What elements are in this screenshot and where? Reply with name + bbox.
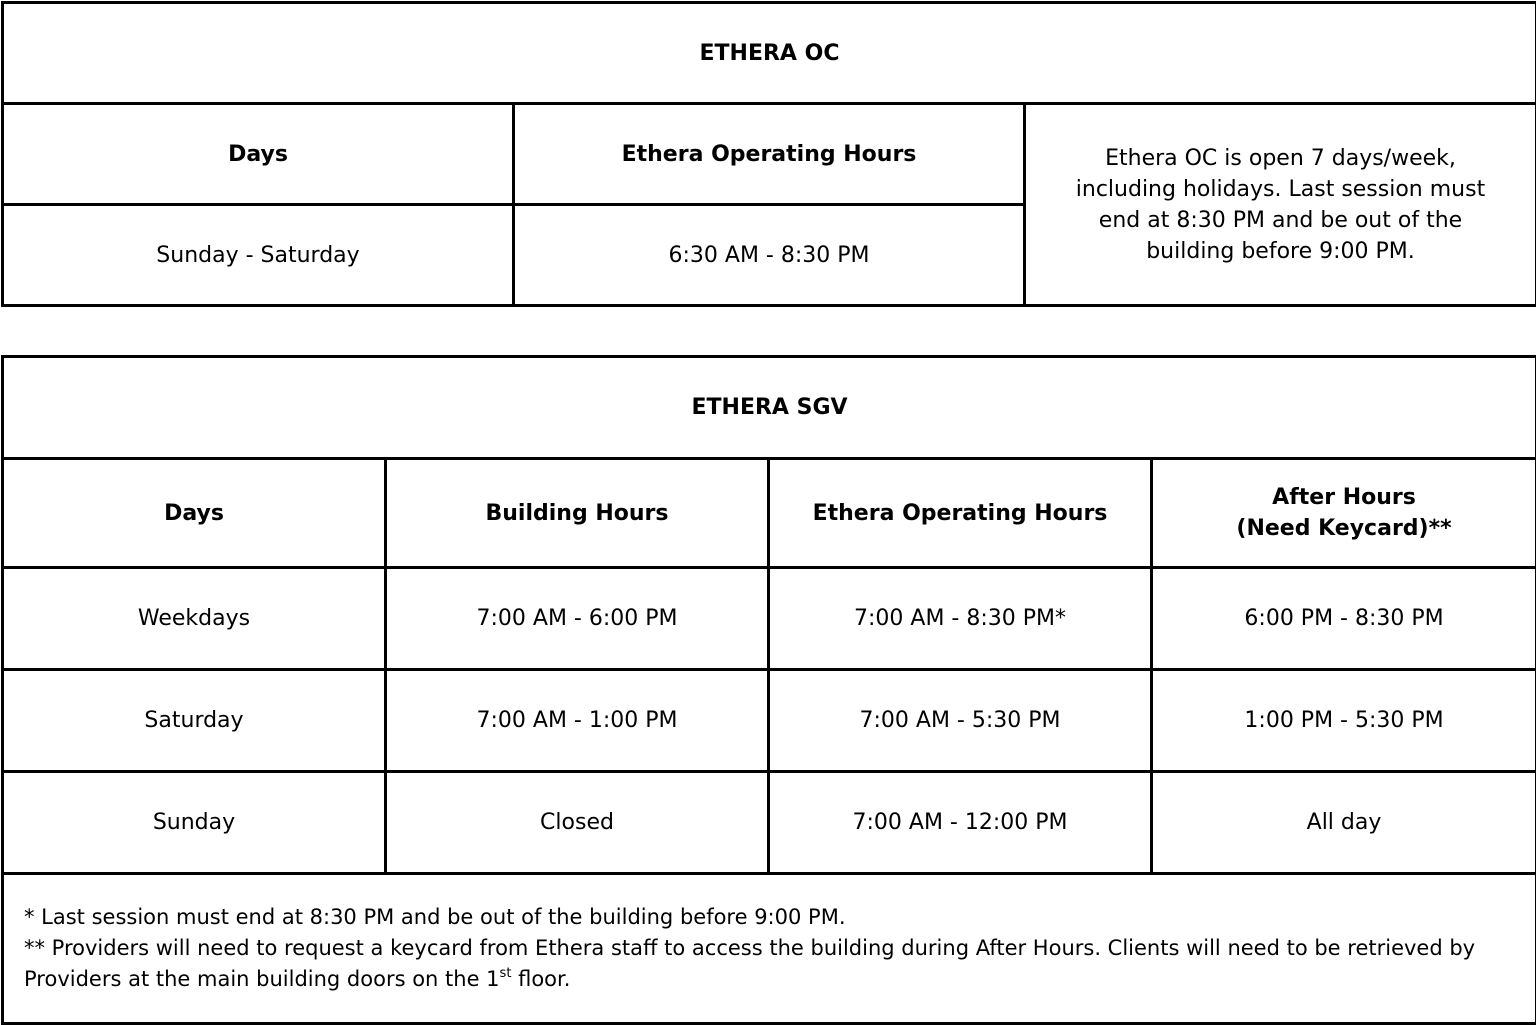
sgv-cell-days: Sunday <box>3 772 386 874</box>
sgv-cell-operating-hours: 7:00 AM - 8:30 PM* <box>769 568 1152 670</box>
sgv-header-building-hours: Building Hours <box>386 459 769 568</box>
sgv-cell-after-hours: All day <box>1152 772 1536 874</box>
sgv-cell-days: Weekdays <box>3 568 386 670</box>
sgv-cell-building-hours: 7:00 AM - 6:00 PM <box>386 568 769 670</box>
oc-header-days: Days <box>3 104 514 205</box>
sgv-header-after-hours <box>1152 459 1536 568</box>
oc-title: ETHERA OC <box>3 3 1536 104</box>
footnote-1: * Last session must end at 8:30 PM and be out of the building before 9:00 PM. <box>24 902 1515 933</box>
after-hours-label: After Hours <box>1161 482 1527 513</box>
sgv-cell-after-hours: 1:00 PM - 5:30 PM <box>1152 670 1536 772</box>
sgv-cell-after-hours: 6:00 PM - 8:30 PM <box>1152 568 1536 670</box>
table-row <box>3 670 1536 772</box>
sgv-cell-building-hours: 7:00 AM - 1:00 PM <box>386 670 769 772</box>
sgv-cell-operating-hours: 7:00 AM - 5:30 PM <box>769 670 1152 772</box>
sgv-title: ETHERA SGV <box>3 357 1536 459</box>
sgv-cell-days: Saturday <box>3 670 386 772</box>
sgv-cell-building-hours: Closed <box>386 772 769 874</box>
table-row <box>3 772 1536 874</box>
footnote-2-text: ** Providers will need to request a keycard from Ethera staff to access the building during After Hours. Clients will need to be retrieved by Providers at the main building doors on the 1 <box>24 936 1475 991</box>
footnote-2-end: floor. <box>511 967 570 991</box>
oc-header-operating-hours: Ethera Operating Hours <box>514 104 1025 205</box>
sgv-cell-operating-hours: 7:00 AM - 12:00 PM <box>769 772 1152 874</box>
sgv-header-days: Days <box>3 459 386 568</box>
footnote-2 <box>24 933 1515 995</box>
ethera-oc-table <box>1 1 1536 307</box>
oc-cell-days: Sunday - Saturday <box>3 205 514 306</box>
sgv-header-operating-hours: Ethera Operating Hours <box>769 459 1152 568</box>
table-row <box>3 568 1536 670</box>
ethera-sgv-table <box>1 355 1536 1025</box>
footnote-2-superscript: st <box>500 966 512 981</box>
need-keycard-label: (Need Keycard)** <box>1161 513 1527 544</box>
oc-cell-operating-hours: 6:30 AM - 8:30 PM <box>514 205 1025 306</box>
oc-note: Ethera OC is open 7 days/week, including holidays. Last session must end at 8:30 PM and be out of the building before 9:00 PM. <box>1025 104 1536 306</box>
sgv-footnotes <box>3 874 1536 1024</box>
